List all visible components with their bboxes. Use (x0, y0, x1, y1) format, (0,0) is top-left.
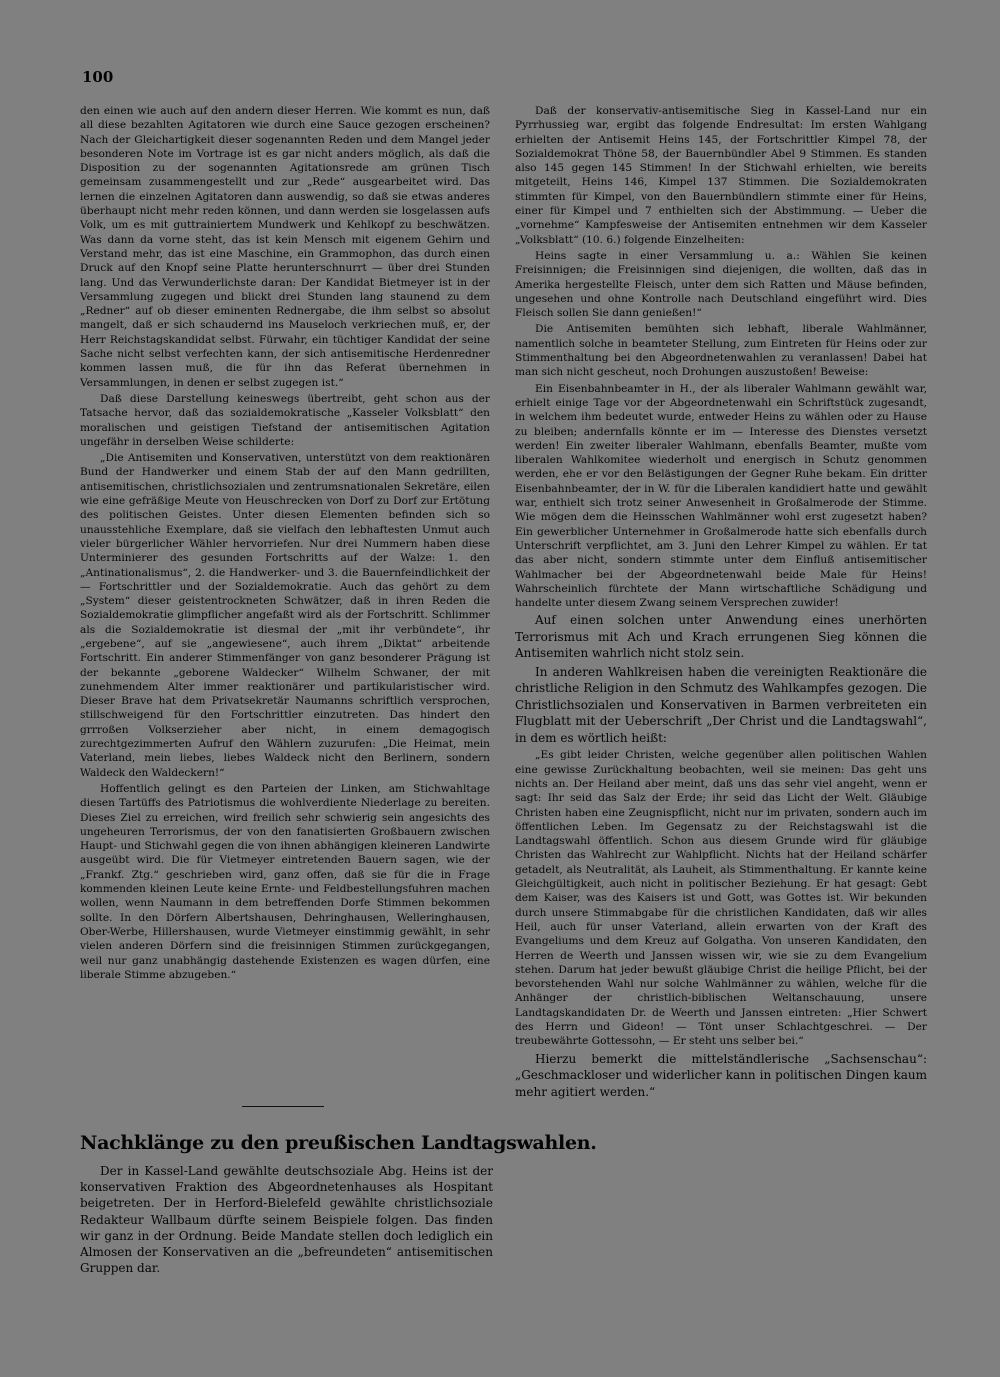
right-paragraph-1: Daß der konservativ-antisemitische Sieg in Kassel-Land nur ein Pyrrhussieg war, ergibt das folgende Endresultat: Im ersten Wahlgang erhielten der Antisemit Heins 145, der Fortschrittler Kimpel 78, der Sozialdemokrat Thöne 58, der Bauernbündler Abel 9 Stimmen. Es standen also 145 gegen 145 Stimmen! In der Stichwahl erhielten, wie bereits mitgeteilt, Heins 146, Kimpel 137 Stimmen. Die Sozialdemokraten stimmten für Kimpel, von den Bauernbündlern stimmte einer für Heins, einer für Kimpel und 7 enthielten sich der Abstimmung. — Ueber die „vornehme“ Kampfesweise der Antisemiten entnehmen wir dem Kasseler „Volksblatt“ (10. 6.) folgende Einzelheiten: (515, 105, 927, 246)
section-heading: Nachklänge zu den preußischen Landtagswahlen. (80, 1132, 597, 1154)
left-column (80, 104, 490, 984)
section-intro (80, 1163, 493, 1276)
right-column (515, 104, 927, 1102)
intro-paragraph: Der in Kassel-Land gewählte deutschsoziale Abg. Heins ist der konservativen Fraktion des Abgeordnetenhauses als Hospitant beigetreten. Der in Herford-Bielefeld gewählte christlichsoziale Redakteur Wallbaum dürfte seinem Beispiele folgen. Das finden wir ganz in der Ordnung. Beide Mandate stellen doch lediglich ein Almosen der Konservativen an die „befreundeten“ antisemitischen Gruppen dar. (80, 1164, 493, 1276)
right-paragraph-5: Auf einen solchen unter Anwendung eines unerhörten Terrorismus mit Ach und Krach errungenen Sieg können die Antisemiten wahrlich nicht stolz sein. (515, 613, 927, 661)
section-divider (242, 1106, 324, 1107)
right-paragraph-8: Hierzu bemerkt die mittelständlerische „Sachsenschau“: „Geschmackloser und widerlicher kann in politischen Dingen kaum mehr agitiert werden.“ (515, 1051, 927, 1099)
right-paragraph-3: Die Antisemiten bemühten sich lebhaft, liberale Wahlmänner, namentlich solche in beamteter Stellung, zum Eintreten für Heins oder zur Stimmenthaltung bei den Abgeordnetenwahlen zu veranlassen! Dabei hat man sich nicht gescheut, noch Drohungen auszustoßen! Beweise: (515, 323, 927, 379)
page-number: 100 (82, 68, 114, 86)
right-paragraph-2: Heins sagte in einer Versammlung u. a.: Wählen Sie keinen Freisinnigen; die Freisinnigen sind diejenigen, die wollten, daß das in Amerika hergestellte Fleisch, unter dem sich Ratten und Mäuse befinden, ungesehen und ohne Kontrolle nach Deutschland eingeführt wird. Dies Fleisch sollen Sie dann genießen!“ (515, 249, 927, 320)
left-paragraph-4: Hoffentlich gelingt es den Parteien der Linken, am Stichwahltage diesen Tartüffs des Patriotismus die wohlverdiente Niederlage zu bereiten. Dieses Ziel zu erreichen, wird freilich sehr schwierig sein angesichts des ungeheuren Terrorismus, der von den fanatisierten Großbauern zwischen Haupt- und Stichwahl gegen die von ihnen abhängigen kleineren Landwirte ausgeübt wird. Die für Vietmeyer eintretenden Bauern sagen, wie der „Frankf. Ztg.“ geschrieben wird, ganz offen, daß sie für die in Frage kommenden kleinen Leute keine Ernte- und Feldbestellungsfuhren machen wollen, wenn Naumann in dem betreffenden Dorfe Stimmen bekommen sollte. In den Dörfern Albertshausen, Dehringhausen, Welleringhausen, Ober-Werbe, Hillershausen, wurde Vietmeyer einstimmig gewählt, in sehr vielen anderen Dörfern sind die freisinnigen Stimmen zurückgegangen, weil nur ganz unabhängig dastehende Existenzen es wagen dürfen, eine liberale Stimme abzugeben.“ (80, 782, 490, 981)
left-paragraph-3: „Die Antisemiten und Konservativen, unterstützt von dem reaktionären Bund der Handwerker und einem Stab der auf den Mann gedrillten, antisemitischen, christlichsozialen und zentrumsnationalen Sekretäre, eilen wie eine gefräßige Meute von Heuschrecken von Dorf zu Dorf zur Ertötung des politischen Geistes. Unter diesen Elementen befinden sich so unausstehliche Exemplare, daß sie vielfach den lebhaftesten Unmut auch vieler bürgerlicher Wähler hervorriefen. Nur drei Nummern haben diese Unterminierer des gesunden Fortschritts auf der Walze: 1. den „Antinationalismus“, 2. die Handwerker- und 3. die Bauernfeindlichkeit der — Fortschrittler und der Sozialdemokratie. Auch das gehört zu dem „System“ dieser geistentrockneten Schwätzer, daß in ihren Reden die Sozialdemokratie glimpflicher angefaßt wird als der Fortschritt. Schlimmer als die Sozialdemokratie ist diesmal der „mit ihr verbündete“, ihr „ergebene“, auf sie „angewiesene“, auch ihrem „Diktat“ arbeitende Fortschritt. Ein anderer Stimmenfänger von ganz besonderer Prägung ist der bekannte „geborene Waldecker“ Wilhelm Schwaner, der mit zunehmendem Alter immer reaktionärer und partikularistischer wird. Dieser Brave hat dem Privatsekretär Naumanns schriftlich versprochen, stillschweigend für den Fortschrittler einzutreten. Das hindert den grrroßen Volkserzieher aber nicht, in einem demagogisch zurechtgezimmerten Aufruf den Wählern zuzurufen: „Die Heimat, mein Vaterland, mein liebes, liebes Waldeck nicht den Berlinern, sondern Waldeck den Waldeckern!“ (80, 452, 490, 779)
right-paragraph-6: In anderen Wahlkreisen haben die vereinigten Reaktionäre die christliche Religion in den Schmutz des Wahlkampfes gezogen. Die Christlichsozialen und Konservativen in Barmen verbreiteten ein Flugblatt mit der Ueberschrift „Der Christ und die Landtagswahl“, in dem es wörtlich heißt: (515, 664, 927, 745)
right-paragraph-7: „Es gibt leider Christen, welche gegenüber allen politischen Wahlen eine gewisse Zurückhaltung beobachten, weil sie meinen: Das geht uns nichts an. Der Heiland aber meint, daß uns das sehr viel angeht, wenn er sagt: Ihr seid das Salz der Erde; ihr seid das Licht der Welt. Gläubige Christen haben eine Zeugnispflicht, nicht nur im privaten, sondern auch im öffentlichen Leben. Im Gegensatz zu der Reichstagswahl ist die Landtagswahl öffentlich. Schon aus diesem Grunde wird für gläubige Christen das Wahlrecht zur Wahlpflicht. Nichts hat der Heiland schärfer getadelt, als Neutralität, als Lauheit, als Stimmenthaltung. Er kannte keine Gleichgültigkeit, auch nicht in politischer Beziehung. Er hat gesagt: Gebt dem Kaiser, was des Kaisers ist und Gott, was Gottes ist. Wir bekunden durch unsere Stimmabgabe für die christlichen Kandidaten, daß wir alles Heil, auch für unser Vaterland, allein erwarten von der Kraft des Evangeliums und dem Kreuz auf Golgatha. Von unseren Kandidaten, den Herren de Weerth und Janssen wissen wir, wie sie zu dem Evangelium stehen. Darum hat jeder bewußt gläubige Christ die heilige Pflicht, bei der bevorstehenden Wahl nur solche Wahlmänner zu wählen, welche für die Anhänger der christlich-biblischen Weltanschauung, unsere Landtagskandidaten Dr. de Weerth und Janssen eintreten: „Hier Schwert des Herrn und Gideon! — Tönt unser Schlachtgeschrei. — Der treubewährte Gottessohn, — Er steht uns selber bei.“ (515, 749, 927, 1048)
left-paragraph-2: Daß diese Darstellung keineswegs übertreibt, geht schon aus der Tatsache hervor, daß das sozialdemokratische „Kasseler Volksblatt“ den moralischen und geistigen Tiefstand der antisemitischen Agitation ungefähr in derselben Weise schilderte: (80, 392, 490, 448)
left-paragraph-1: den einen wie auch auf den andern dieser Herren. Wie kommt es nun, daß all diese bezahlten Agitatoren wie durch eine Sauce gezogen erscheinen? Nach der Gleichartigkeit dieser sogenannten Reden und dem Mangel jeder besonderen Note im Vortrage ist es gar nicht anders möglich, als daß die Disposition zu der sogenannten Agitationsrede am grünen Tisch gemeinsam zusammengestellt und zur „Rede“ ausgearbeitet wird. Das lernen die einzelnen Agitatoren dann auswendig, so daß sie etwas anderes überhaupt nicht mehr reden können, und dann werden sie losgelassen aufs Volk, um es mit guttrainiertem Mundwerk und Kehlkopf zu beschwätzen. Was dann da vorne steht, das ist kein Mensch mit eigenem Gehirn und Verstand mehr, das ist eine Maschine, ein Grammophon, das durch einen Druck auf den Knopf seine Platte herunterschnurrt — über drei Stunden lang. Und das Verwunderlichste daran: Der Kandidat Bietmeyer ist in der Versammlung zugegen und blickt drei Stunden lang staunend zu dem „Redner“ auf ob dieser eminenten Rednergabe, die ihm selbst so absolut mangelt, daß er sich schaudernd ins Mauseloch verkriechen muß, er, der Herr Reichstagskandidat selbst. Fürwahr, ein tüchtiger Kandidat der seine Sache nicht selbst verfechten kann, der sich antisemitische Herdenredner kommen lassen muß, die für ihn das Referat übernehmen in Versammlungen, in denen er selbst zugegen ist.“ (80, 105, 490, 389)
right-paragraph-4: Ein Eisenbahnbeamter in H., der als liberaler Wahlmann gewählt war, erhielt einige Tage vor der Abgeordnetenwahl ein Schriftstück zugesandt, in welchem ihm bedeutet wurde, entweder Heins zu wählen oder zu Hause zu bleiben; andernfalls könnte er im — Interesse des Dienstes versetzt werden! Ein zweiter liberaler Wahlmann, ebenfalls Beamter, mußte vom liberalen Wahlkomitee wiederholt und energisch in Schutz genommen werden, ehe er vor den Belästigungen der Gegner Ruhe bekam. Ein dritter Eisenbahnbeamter, der in W. für die Liberalen kandidiert hatte und gewählt war, enthielt sich trotz seiner Anwesenheit in Großalmerode der Stimme. Wie mögen dem die Heinsschen Wahlmänner wohl erst zugesetzt haben? Ein gewerblicher Unternehmer in Großalmerode hatte sich ebenfalls durch Unterschrift verpflichtet, am 3. Juni den Lehrer Kimpel zu wählen. Er tat das aber nicht, sondern stimmte unter dem Einfluß antisemitischer Wahlmacher bei der Abgeordnetenwahl beide Male für Heins! Wahrscheinlich fürchtete der Mann wirtschaftliche Schädigung und handelte unter diesem Zwang seinem Versprechen zuwider! (515, 382, 927, 610)
